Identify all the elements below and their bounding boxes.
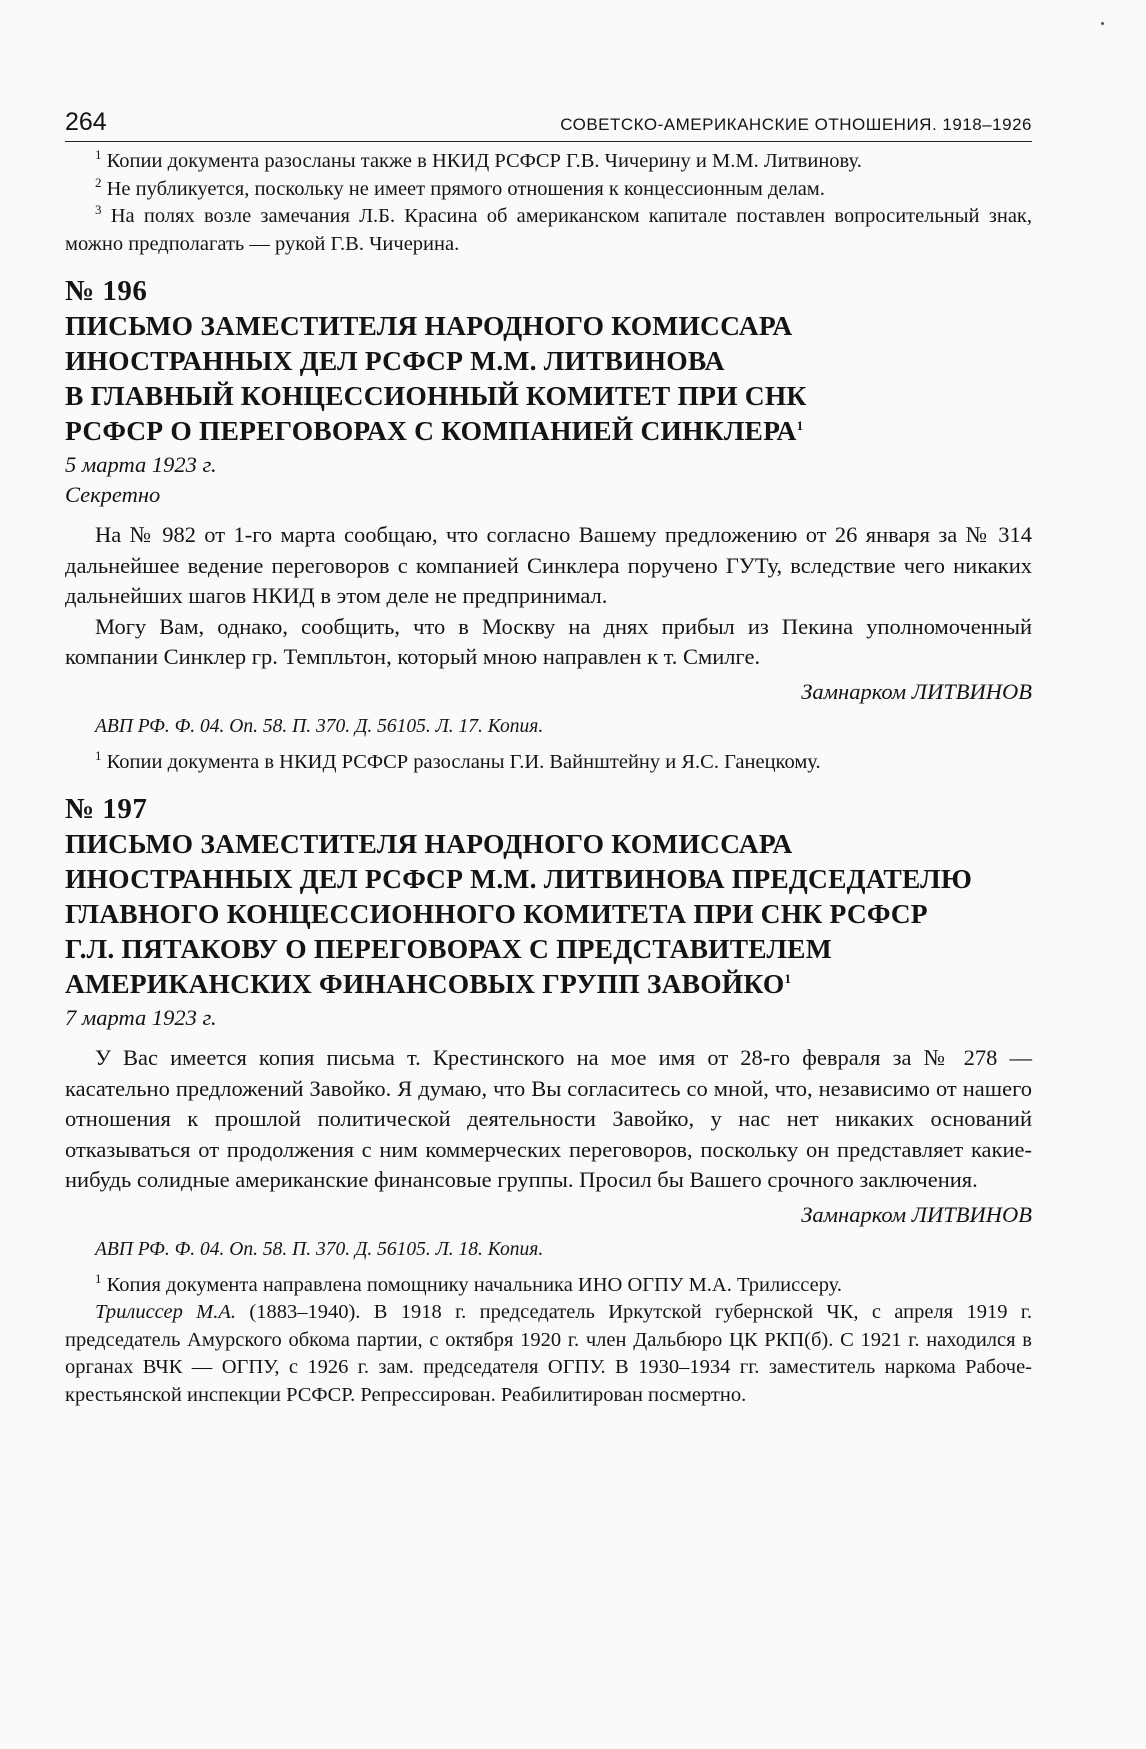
footnote-mark: 3 — [95, 202, 102, 218]
footnote-text: Копии документа разосланы также в НКИД РСФСР Г.В. Чичерину и М.М. Литвинову. — [106, 150, 862, 172]
footnote-mark: 1 — [95, 747, 102, 763]
heading-line-text: АМЕРИКАНСКИХ ФИНАНСОВЫХ ГРУПП ЗАВОЙКО — [65, 968, 785, 999]
archive-reference: АВП РФ. Ф. 04. Оп. 58. П. 370. Д. 56105. Л. 17. Копия. — [95, 715, 544, 737]
biographical-note — [65, 1299, 1032, 1409]
running-title: СОВЕТСКО-АМЕРИКАНСКИЕ ОТНОШЕНИЯ. 1918–1926 — [560, 115, 1032, 134]
heading-line: ПИСЬМО ЗАМЕСТИТЕЛЯ НАРОДНОГО КОМИССАРА — [65, 310, 793, 341]
footnote-text: Не публикуется, поскольку не имеет прямого отношения к концессионным делам. — [106, 177, 825, 200]
footnote-text: На полях возле замечания Л.Б. Красина об американском капитале поставлен вопросительный знак, можно предполагать — рукой Г.В. Чичерина. — [65, 205, 1032, 255]
heading-footnote-mark: 1 — [784, 970, 792, 986]
signature: Замнарком ЛИТВИНОВ — [801, 1201, 1032, 1227]
document-number: № 196 — [65, 275, 148, 307]
heading-line: ИНОСТРАННЫХ ДЕЛ РСФСР М.М. ЛИТВИНОВА ПРЕДСЕДАТЕЛЮ — [65, 863, 972, 894]
footnote-text: Копии документа в НКИД РСФСР разосланы Г.И. Вайнштейну и Я.С. Ганецкому. — [106, 750, 821, 773]
running-header — [65, 108, 1032, 142]
footnote-mark: 2 — [95, 174, 102, 190]
footnote-mark: 1 — [95, 1270, 102, 1286]
body-paragraph: На № 982 от 1-го марта сообщаю, что согласно Вашему предложению от 26 января за № 314 дальнейшее ведение переговоров с компанией Синклера поручено ГУТу, вследствие чего никаких дальнейших шагов НКИД в этом деле не предпринимал. — [65, 522, 1032, 608]
heading-footnote-mark: 1 — [796, 417, 804, 433]
signature: Замнарком ЛИТВИНОВ — [801, 678, 1032, 704]
document-heading — [65, 826, 1032, 1001]
body-paragraph: Могу Вам, однако, сообщить, что в Москву на днях прибыл из Пекина уполномоченный компании Синклер гр. Темпльтон, который мною направлен к т. Смилге. — [65, 613, 1032, 669]
footnote-1 — [65, 148, 1032, 176]
document-body — [65, 520, 1032, 673]
scan-speck — [1101, 22, 1104, 25]
heading-line: ИНОСТРАННЫХ ДЕЛ РСФСР М.М. ЛИТВИНОВА — [65, 345, 725, 376]
heading-line — [65, 413, 1032, 448]
footnote-3 — [65, 203, 1032, 258]
top-footnotes — [65, 148, 1032, 258]
heading-line-text: РСФСР О ПЕРЕГОВОРАХ С КОМПАНИЕЙ СИНКЛЕРА — [65, 415, 797, 446]
footnote-mark: 1 — [95, 147, 102, 163]
page-number: 264 — [65, 108, 107, 136]
archive-reference: АВП РФ. Ф. 04. Оп. 58. П. 370. Д. 56105. Л. 18. Копия. — [95, 1238, 544, 1260]
heading-line: ГЛАВНОГО КОНЦЕССИОННОГО КОМИТЕТА ПРИ СНК РСФСР — [65, 898, 928, 929]
secrecy-stamp: Секретно — [65, 482, 161, 507]
document-197 — [65, 792, 1032, 1409]
document-footnote — [65, 1272, 1032, 1300]
document-number: № 197 — [65, 793, 148, 825]
heading-line: Г.Л. ПЯТАКОВУ О ПЕРЕГОВОРАХ С ПРЕДСТАВИТЕЛЕМ — [65, 933, 832, 964]
bio-text: (1883–1940). В 1918 г. председатель Иркутской губернской ЧК, с апреля 1919 г. председатель Амурского обкома партии, с октября 1920 г. член Дальбюро ЦК РКП(б). С 1921 г. находился в органах ВЧК — ОГПУ, с 1926 г. зам. председателя ОГПУ. В 1930–1934 гг. заместитель наркома Рабоче-крестьянской инспекции РСФСР. Репрессирован. Реабилитирован посмертно. — [65, 1301, 1032, 1406]
heading-line — [65, 966, 1032, 1001]
document-196 — [65, 274, 1032, 776]
footnote-text: Копия документа направлена помощнику начальника ИНО ОГПУ М.А. Трилиссеру. — [106, 1273, 842, 1296]
heading-line: ПИСЬМО ЗАМЕСТИТЕЛЯ НАРОДНОГО КОМИССАРА — [65, 828, 793, 859]
document-footnote — [65, 749, 1032, 777]
document-date: 7 марта 1923 г. — [65, 1005, 217, 1030]
document-heading — [65, 308, 1032, 448]
heading-line: В ГЛАВНЫЙ КОНЦЕССИОННЫЙ КОМИТЕТ ПРИ СНК — [65, 380, 807, 411]
document-body — [65, 1043, 1032, 1196]
footnote-2 — [65, 176, 1032, 204]
bio-name: Трилиссер М.А. — [95, 1301, 237, 1323]
body-paragraph: У Вас имеется копия письма т. Крестинского на мое имя от 28-го февраля за № 278 — касательно предложений Завойко. Я думаю, что Вы согласитесь со мной, что, независимо от нашего отношения к прошлой политической деятельности Завойко, у нас нет никаких оснований отказываться от продолжения с ним коммерческих переговоров, поскольку он представляет какие-нибудь солидные американские финансовые группы. Просил бы Вашего срочного заключения. — [65, 1045, 1032, 1192]
document-date: 5 марта 1923 г. — [65, 452, 217, 477]
